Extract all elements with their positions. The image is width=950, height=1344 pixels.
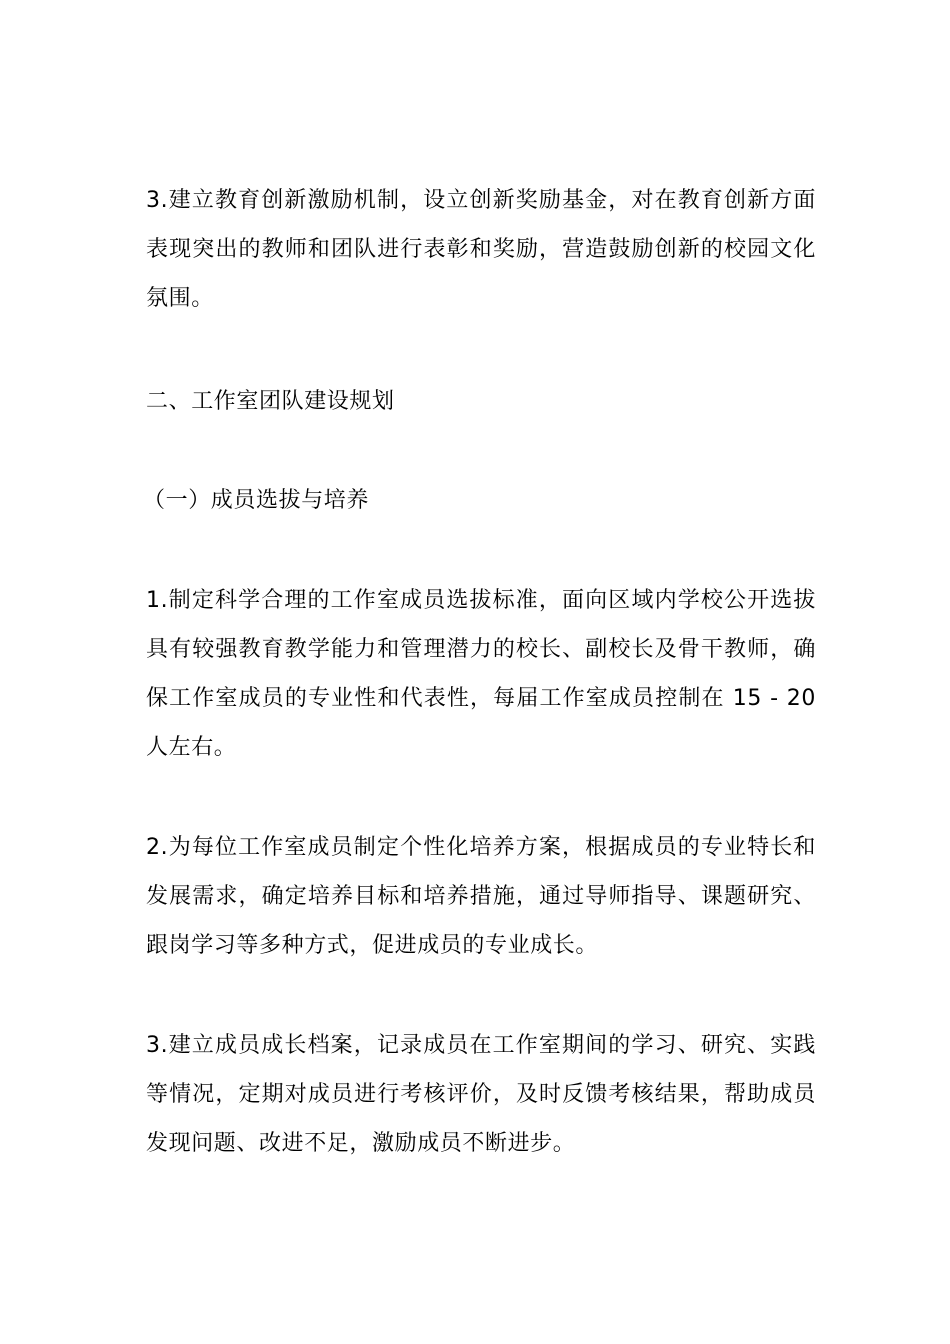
paragraph-training-plan: 2.为每位工作室成员制定个性化培养方案，根据成员的专业特长和发展需求，确定培养目标和培养措施，通过导师指导、课题研究、跟岗学习等多种方式，促进成员的专业成长。: [146, 835, 816, 958]
section-heading-team-building: 二、工作室团队建设规划: [146, 389, 395, 414]
paragraph-growth-archive: 3.建立成员成长档案，记录成员在工作室期间的学习、研究、实践等情况，定期对成员进行考核评价，及时反馈考核结果，帮助成员发现问题、改进不足，激励成员不断进步。: [146, 1033, 816, 1156]
paragraph-selection-standard: 1.制定科学合理的工作室成员选拔标准，面向区域内学校公开选拔具有较强教育教学能力和管理潜力的校长、副校长及骨干教师，确保工作室成员的专业性和代表性，每届工作室成员控制在 15 - 20 人左右。: [146, 588, 816, 760]
paragraph-innovation-incentive: 3.建立教育创新激励机制，设立创新奖励基金，对在教育创新方面表现突出的教师和团队进行表彰和奖励，营造鼓励创新的校园文化氛围。: [146, 188, 816, 311]
subsection-heading-member-selection: （一）成员选拔与培养: [143, 488, 370, 513]
